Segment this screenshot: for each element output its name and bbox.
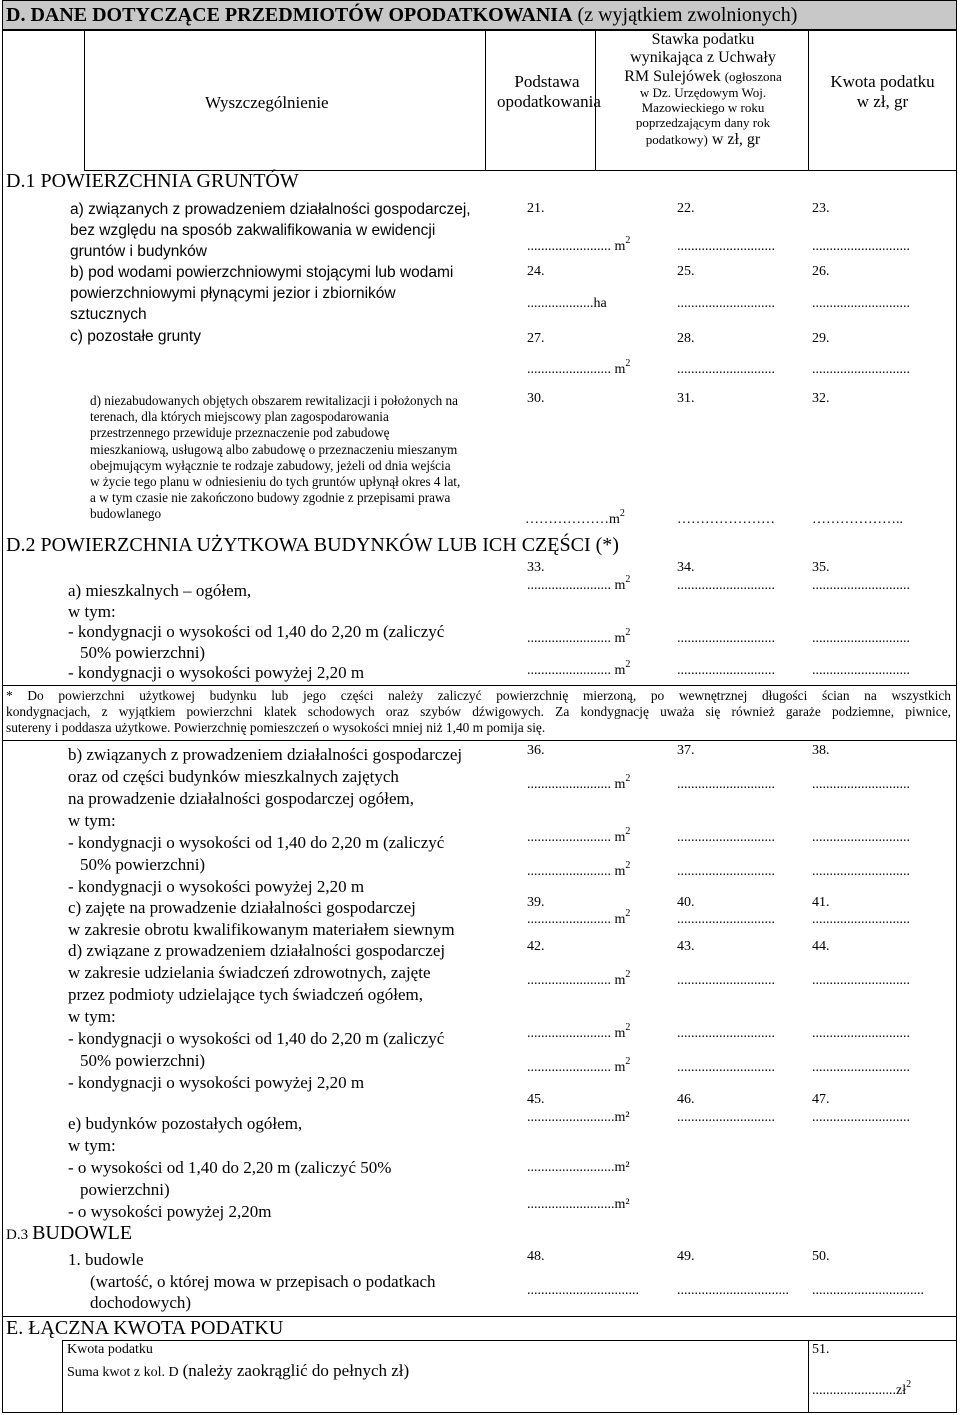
field-number-24: 24. [527, 264, 545, 279]
field-number-41: 41. [812, 895, 830, 910]
field-42-area-low[interactable]: ........................ $m^2$ [527, 1022, 631, 1041]
field-34-rate-low[interactable]: ............................ [677, 631, 775, 646]
divider [2, 30, 957, 31]
divider [485, 30, 486, 170]
field-number-42: 42. [527, 939, 545, 954]
field-45-area-high[interactable]: .........................m² [527, 1197, 630, 1212]
field-number-50: 50. [812, 1249, 830, 1264]
field-number-26: 26. [812, 264, 830, 279]
field-number-35: 35. [812, 560, 830, 575]
field-number-43: 43. [677, 939, 695, 954]
field-37-rate-low[interactable]: ............................ [677, 830, 775, 845]
field-39-area[interactable]: ........................ $m^2$ [527, 908, 631, 927]
field-number-46: 46. [677, 1092, 695, 1107]
divider [84, 30, 85, 170]
divider [2, 740, 957, 741]
field-number-30: 30. [527, 391, 545, 406]
field-number-38: 38. [812, 743, 830, 758]
section-d2-heading: D.2 POWIERZCHNIA UŻYTKOWA BUDYNKÓW LUB ICH CZĘŚCI (*) [6, 534, 619, 556]
field-48-value[interactable]: ................................ [527, 1283, 639, 1298]
divider [62, 1340, 957, 1341]
field-36-area[interactable]: ........................ $m^2$ [527, 773, 631, 792]
field-number-23: 23. [812, 201, 830, 216]
field-40-rate[interactable]: ............................ [677, 912, 775, 927]
field-42-area-high[interactable]: ........................ $m^2$ [527, 1056, 631, 1075]
field-44-amount[interactable]: ............................ [812, 973, 910, 988]
field-33-area[interactable]: ........................ $m^2$ [527, 574, 631, 593]
d2-a-label: a) mieszkalnych – ogółem, w tym: - kondygnacji o wysokości od 1,40 do 2,20 m (zaliczyć 50% powierzchni) - kondygnacji o wysokości powyżej 2,20 m [68, 581, 445, 682]
field-number-28: 28. [677, 331, 695, 346]
col-header-description: Wyszczególnienie [205, 93, 329, 112]
field-37-rate-high[interactable]: ............................ [677, 864, 775, 879]
col-header-base: Podstawa opodatkowania [497, 72, 601, 111]
field-27-area[interactable]: ........................ $m^2$ [527, 358, 631, 377]
field-43-rate-low[interactable]: ............................ [677, 1026, 775, 1041]
divider [2, 685, 957, 686]
field-44-amount-high[interactable]: ............................ [812, 1060, 910, 1075]
col-header-amount: Kwota podatku w zł, gr [830, 72, 935, 111]
field-51-total[interactable]: $........................zł^2$ [812, 1379, 912, 1398]
d2-d-label: d) związane z prowadzeniem działalności gospodarczej w zakresie udzielania świadczeń zdrowotnych, zajęte przez podmioty udzielające tych świadczeń ogółem, w tym: - kondygnacji o wysokości od 1,40 do 2,20 m (zaliczyć 50% powierzchni) - kondygnacji o wysokości powyżej 2,20 m [68, 941, 446, 1092]
field-21-area[interactable]: ........................ $m^2$ [527, 235, 631, 254]
field-22-rate[interactable]: ............................ [677, 239, 775, 254]
field-45-area[interactable]: .........................m² [527, 1110, 630, 1125]
d1-c-label: c) pozostałe grunty [70, 328, 201, 345]
field-34-rate-high[interactable]: ............................ [677, 663, 775, 678]
field-number-49: 49. [677, 1249, 695, 1264]
field-number-36: 36. [527, 743, 545, 758]
field-46-rate[interactable]: ............................ [677, 1110, 775, 1125]
field-33-area-low[interactable]: ........................ $m^2$ [527, 627, 631, 646]
divider [808, 30, 809, 170]
field-28-rate[interactable]: ............................ [677, 362, 775, 377]
field-25-rate[interactable]: ............................ [677, 296, 775, 311]
e-label-amount: Kwota podatku [67, 1342, 153, 1357]
section-title: D. DANE DOTYCZĄCE PRZEDMIOTÓW OPODATKOWANIA (z wyjątkiem zwolnionych) [6, 4, 798, 26]
field-47-amount[interactable]: ............................ [812, 1110, 910, 1125]
field-26-amount[interactable]: ............................ [812, 296, 910, 311]
field-number-45: 45. [527, 1092, 545, 1107]
field-36-area-high[interactable]: ........................ $m^2$ [527, 860, 631, 879]
field-35-amount[interactable]: ............................ [812, 578, 910, 593]
footnote: * Do powierzchni użytkowej budynku lub jego części należy zaliczyć powierzchnię mierzoną, po wewnętrznej długości ścian na wszystkich kondygnacjach, z wyjątkiem powierzchni klatek schodowych oraz szybów dźwigowych. Za kondygnację uważa się również garaże podziemne, piwnice, sutereny i poddasza użytkowe. Powierzchnię pomieszczeń o wysokości mniej niż 1,40 m pomija się. [6, 688, 951, 735]
field-29-amount[interactable]: ............................ [812, 362, 910, 377]
field-37-rate[interactable]: ............................ [677, 777, 775, 792]
d2-c-label: c) zajęte na prowadzenie działalności gospodarczej w zakresie obrotu kwalifikowanym materiałem siewnym [68, 898, 455, 939]
col-header-rate: Stawka podatku wynikająca z Uchwały RM Sulejówek (ogłoszona w Dz. Urzędowym Woj. Mazowieckiego w roku poprzedzającym dany rok podatkowy) w zł, gr [624, 31, 782, 148]
field-38-amount[interactable]: ............................ [812, 777, 910, 792]
field-35-amount-low[interactable]: ............................ [812, 631, 910, 646]
field-23-amount[interactable]: ............................ [812, 239, 910, 254]
field-number-48: 48. [527, 1249, 545, 1264]
field-50-amount[interactable]: ................................ [812, 1283, 924, 1298]
section-d1-heading: D.1 POWIERZCHNIA GRUNTÓW [6, 170, 299, 192]
field-number-40: 40. [677, 895, 695, 910]
divider [62, 1340, 63, 1413]
divider [808, 1340, 809, 1413]
field-number-47: 47. [812, 1092, 830, 1107]
field-number-32: 32. [812, 391, 830, 406]
section-d3-heading: D.3 BUDOWLE [6, 1222, 133, 1244]
field-31-rate[interactable]: ………………… [677, 512, 775, 527]
field-24-area[interactable]: ...................ha [527, 296, 607, 311]
field-33-area-high[interactable]: ........................ $m^2$ [527, 659, 631, 678]
section-e-heading: E. ŁĄCZNA KWOTA PODATKU [6, 1317, 284, 1339]
field-43-rate-high[interactable]: ............................ [677, 1060, 775, 1075]
field-number-25: 25. [677, 264, 695, 279]
d1-a-label: a) związanych z prowadzeniem działalności gospodarczej, bez względu na sposób zakwalifikowania w ewidencji gruntów i budynków [70, 201, 471, 260]
d1-d-label: d) niezabudowanych objętych obszarem rewitalizacji i położonych na terenach, dla których miejscowy plan zagospodarowania przestrzennego przewiduje przeznaczenie pod zabudowę mieszkaniową, usługową albo zabudowę o przeznaczeniu mieszanym obejmującym wyłącznie te rodzaje zabudowy, jeżeli od dnia wejścia w życie tego planu w odniesieniu do tych gruntów upłynął okres 4 lat, a w tym czasie nie zakończono budowy zgodnie z przepisami prawa budowlanego [90, 393, 461, 522]
field-35-amount-high[interactable]: ............................ [812, 663, 910, 678]
field-32-amount[interactable]: ……………….. [812, 512, 903, 527]
field-49-rate[interactable]: ................................ [677, 1283, 789, 1298]
field-number-51: 51. [812, 1342, 830, 1357]
field-number-29: 29. [812, 331, 830, 346]
d1-b-label: b) pod wodami powierzchniowymi stojącymi lub wodami powierzchniowymi płynącymi jezior i zbiorników sztucznych [70, 264, 454, 323]
field-45-area-low[interactable]: .........................m² [527, 1160, 630, 1175]
e-label-sum: Suma kwot z kol. D (należy zaokrąglić do pełnych zł) [67, 1361, 410, 1380]
d3-budowle-label: 1. budowle (wartość, o której mowa w przepisach o podatkach dochodowych) [68, 1250, 436, 1312]
field-number-39: 39. [527, 895, 545, 910]
field-42-area[interactable]: ........................ $m^2$ [527, 969, 631, 988]
field-38-amount-high[interactable]: ............................ [812, 864, 910, 879]
d2-b-label: b) związanych z prowadzeniem działalności gospodarczej oraz od części budynków mieszkalnych zajętych na prowadzenie działalności gospodarczej ogółem, w tym: - kondygnacji o wysokości od 1,40 do 2,20 m (zaliczyć 50% powierzchni) - kondygnacji o wysokości powyżej 2,20 m [68, 745, 463, 896]
field-38-amount-low[interactable]: ............................ [812, 830, 910, 845]
field-43-rate[interactable]: ............................ [677, 973, 775, 988]
field-number-37: 37. [677, 743, 695, 758]
field-number-33: 33. [527, 560, 545, 575]
field-number-22: 22. [677, 201, 695, 216]
field-number-31: 31. [677, 391, 695, 406]
field-number-27: 27. [527, 331, 545, 346]
field-34-rate[interactable]: ............................ [677, 578, 775, 593]
field-36-area-low[interactable]: ........................ $m^2$ [527, 826, 631, 845]
field-41-amount[interactable]: ............................ [812, 912, 910, 927]
field-number-44: 44. [812, 939, 830, 954]
d2-e-label: e) budynków pozostałych ogółem, w tym: - o wysokości od 1,40 do 2,20 m (zaliczyć 50% powierzchni) - o wysokości powyżej 2,20m [68, 1114, 392, 1221]
field-number-34: 34. [677, 560, 695, 575]
field-number-21: 21. [527, 201, 545, 216]
field-30-area[interactable]: $\dots\dots\dots\dots\dots\dots m^2$ [525, 508, 625, 527]
field-44-amount-low[interactable]: ............................ [812, 1026, 910, 1041]
